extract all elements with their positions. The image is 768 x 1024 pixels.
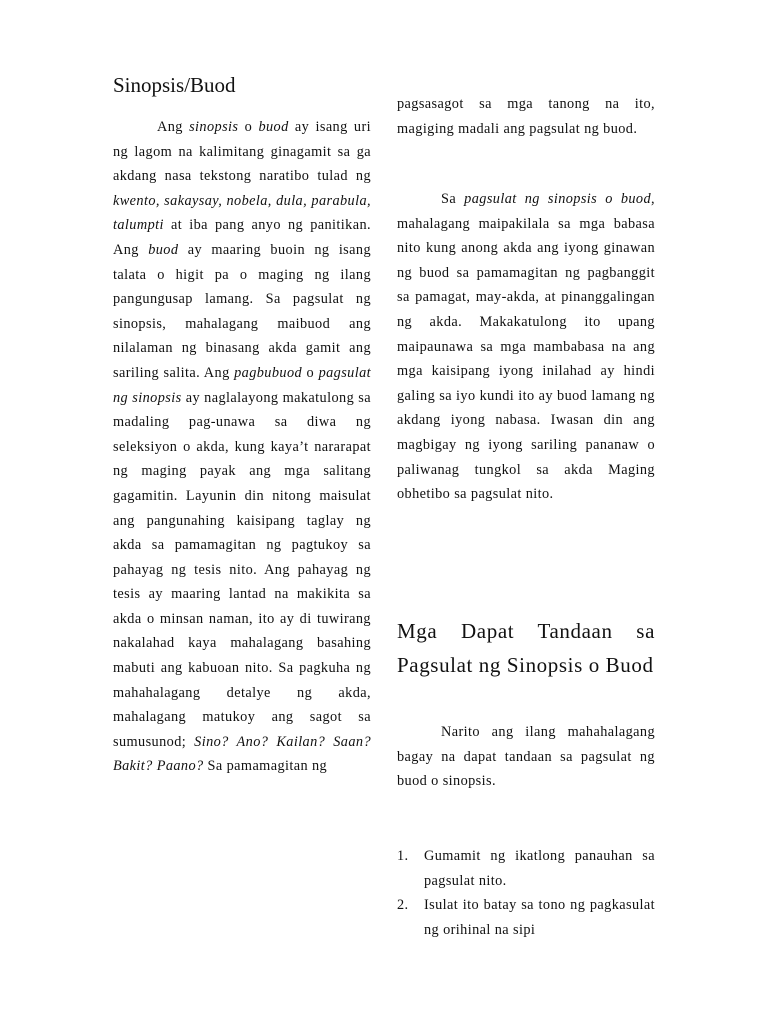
italic-term: buod bbox=[148, 241, 179, 258]
section-intro-paragraph: Narito ang ilang mahahalagang bagay na dapat tandaan sa pagsulat ng buod o sinopsis. bbox=[397, 724, 655, 790]
italic-term: pagbubuod bbox=[234, 364, 303, 381]
italic-term: pagsulat ng sinopsis o buod bbox=[464, 191, 652, 207]
list-item-text: Isulat ito batay sa tono ng pagkasulat ng orihinal na sipi bbox=[424, 897, 655, 938]
page-title: Sinopsis/Buod bbox=[113, 73, 236, 97]
section-heading: Mga Dapat Tandaan sa Pagsulat ng Sinopsis o Buod bbox=[397, 619, 655, 677]
list-item bbox=[397, 844, 655, 893]
italic-term: sinopsis bbox=[189, 119, 239, 135]
italic-term: Sino? Ano? Kailan? Saan? Bakit? Paano? bbox=[113, 733, 371, 775]
writing-synopsis-paragraph: Sa pagsulat ng sinopsis o buod, mahalagang maipakilala sa mga babasa nito kung anong akda ang iyong ginawan ng buod sa pamamagitan ng pagbanggit sa pamagat, may-akda, at pinanggalingan ng akda. Makakatulong ito upang maipaunawa sa mga mambabasa na ang mga kaisipang iyong inilahad ay hindi galing sa iyo kundi ito ay buod lamang ng akdang iyong nabasa. Iwasan din ang magbigay ng iyong sariling pananaw o paliwanag tungkol sa akda Maging obhetibo sa pagsulat nito. bbox=[397, 191, 655, 503]
list-item-text: Gumamit ng ikatlong panauhan sa pagsulat nito. bbox=[424, 848, 655, 889]
italic-term: pagsulat ng sinopsis bbox=[113, 364, 372, 406]
italic-term: kwento, sakaysay, nobela, dula, parabula, talumpti bbox=[113, 192, 371, 234]
list-item bbox=[397, 893, 655, 942]
intro-paragraph: Ang sinopsis o buod ay isang uri ng lagom na kalimitang ginagamit sa ga akdang nasa tekstong naratibo tulad ng kwento, sakaysay, nobela, dula, parabula, talumpti at iba pang anyo ng panitikan. Ang buod ay maaring buoin ng isang talata o higit pa o maging ng ilang pangungusap lamang. Sa pagsulat ng sinopsis, mahalagang maibuod ang nilalaman ng binasang akda gamit ang sariling salita. Ang pagbubuod o pagsulat ng sinopsis ay naglalayong makatulong sa madaling pag-unawa sa diwa ng seleksiyon o akda, kung kaya’t nararapat ng maging payak ang mga salitang gagamitin. Layunin din nitong maisulat ang pangunahing kaisipang taglay ng akda sa pamamagitan ng pagtukoy sa pahayag ng tesis nito. Ang pahayag ng tesis ay maaring lantad na makikita sa akda o minsan naman, ito ay di tuwirang nakalahad kaya mahalagang basahing mabuti ang kabuoan nito. Sa pagkuha ng mahahalagang detalye ng akda, mahalagang matukoy ang sagot sa sumusunod; Sino? Ano? Kailan? Saan? Bakit? Paano? Sa pamamagitan ng bbox=[113, 119, 372, 775]
guidelines-list bbox=[397, 844, 655, 942]
italic-term: buod bbox=[258, 119, 289, 135]
list-item-number: 2. bbox=[397, 897, 409, 914]
list-item-number: 1. bbox=[397, 848, 409, 864]
continuation-paragraph: pagsasagot sa mga tanong na ito, magiging madali ang pagsulat ng buod. bbox=[397, 96, 655, 137]
